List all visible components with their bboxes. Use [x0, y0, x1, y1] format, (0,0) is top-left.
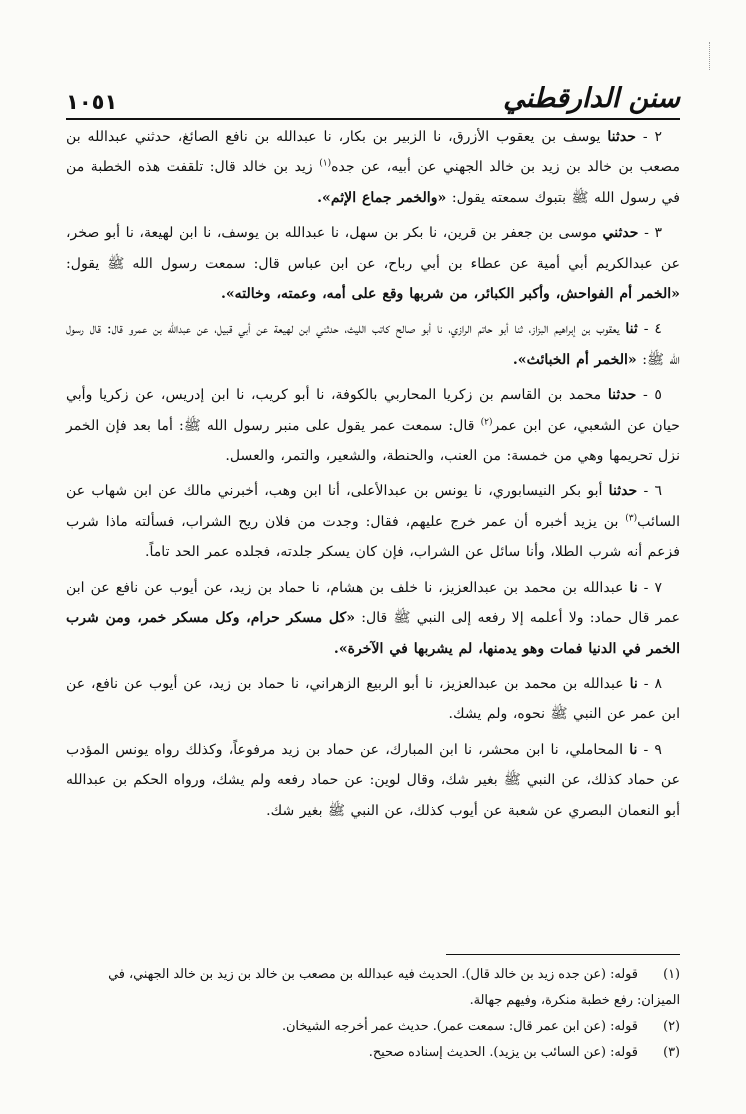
footnote-text: قوله: (عن السائب بن يزيد). الحديث إسناده صحيح.	[368, 1045, 638, 1060]
footnote-ref: (١)	[319, 158, 332, 169]
main-text	[66, 122, 680, 958]
hadith-text: عبدالله بن محمد بن عبدالعزيز، نا أبو الربيع الزهراني، نا حماد بن زيد، عن أيوب عن نافع، عن ابن عمر عن النبي ﷺ نحوه، ولم يشك.	[66, 675, 680, 723]
book-title: سنن الدارقطني	[503, 83, 680, 114]
hadith-quote: «كل مسكر حرام، وكل مسكر خمر، ومن شرب الخمر في الدنيا فمات وهو يدمنها، لم يشربها في الآخرة».	[66, 610, 680, 657]
hadith-quote: «الخمر أم الخبائث».	[512, 351, 637, 368]
hadith-4	[66, 314, 680, 375]
hadith-lead: حدثنا	[607, 129, 636, 145]
hadith-number: ٢ -	[642, 129, 663, 145]
hadith-number: ٩ -	[643, 741, 662, 758]
hadith-lead: نا	[629, 675, 638, 692]
hadith-7	[66, 573, 680, 664]
hadith-lead: نا	[629, 579, 638, 596]
hadith-text: قال: سمعت عمر يقول على منبر رسول الله ﷺ: أما بعد فإن الخمر نزل تحريمها وهي من خمسة: من العنب، والحنطة، والشعير، والتمر، والعسل.	[66, 417, 680, 465]
hadith-9	[66, 735, 680, 826]
hadith-text: زيد بن خالد قال: تلقفت هذه الخطبة من في رسول الله ﷺ بتبوك سمعته يقول:	[66, 159, 680, 206]
hadith-quote: «الخمر أم الفواحش، وأكبر الكبائر، من شربها وقع على أمه، وعمته، وخالته».	[220, 286, 680, 303]
footnotes	[66, 962, 680, 1066]
hadith-lead: حدثنا	[607, 387, 637, 404]
footnote-1	[66, 962, 680, 1014]
hadith-8	[66, 669, 680, 730]
hadith-number: ٧ -	[643, 579, 663, 596]
footnote-3	[66, 1040, 680, 1066]
page-number: ١٠٥١	[66, 90, 118, 114]
hadith-text: موسى بن جعفر بن قرين، نا بكر بن سهل، نا عبدالله بن يوسف، نا ابن لهيعة، نا أبو صخر، عن عبدالكريم أبي أمية عن عطاء بن أبي رباح، عن ابن عباس قال: سمعت رسول الله ﷺ يقول:	[66, 225, 680, 272]
hadith-text: أبو بكر النيسابوري، نا يونس بن عبدالأعلى، أنا ابن وهب، أخبرني مالك عن ابن شهاب عن السائب	[66, 483, 680, 530]
hadith-lead: نا	[629, 741, 638, 758]
footnote-ref: (٢)	[480, 416, 493, 427]
hadith-5	[66, 380, 680, 471]
header-rule	[66, 118, 680, 120]
page-header	[66, 80, 680, 114]
footnote-number: (٣)	[663, 1045, 680, 1060]
hadith-3	[66, 218, 680, 309]
footnote-text: قوله: (عن ابن عمر قال: سمعت عمر). حديث عمر أخرجه الشيخان.	[281, 1019, 638, 1034]
hadith-quote: «والخمر جماع الإثم».	[317, 189, 447, 206]
hadith-lead: حدثني	[602, 225, 639, 242]
hadith-text: محمد بن القاسم بن زكريا المحاربي بالكوفة، نا أبو كريب، نا ابن إدريس، عن زكريا وأبي حيان عن الشعبي، عن ابن عمر	[66, 387, 680, 434]
footnote-text: قوله: (عن جده زيد بن خالد قال). الحديث فيه عبدالله بن مصعب بن خالد بن زيد بن خالد الجهني، في الميزان: رفع خطبة منكرة، وفيهم جهالة.	[108, 967, 680, 1008]
footnote-rule	[446, 954, 680, 955]
hadith-number: ٣ -	[644, 225, 663, 242]
hadith-number: ٨ -	[643, 675, 663, 692]
footnote-ref: (٣)	[625, 513, 638, 524]
footnote-number: (٢)	[663, 1019, 680, 1034]
footnote-2	[66, 1014, 680, 1040]
hadith-2	[66, 122, 680, 213]
hadith-lead: حدثنا	[608, 483, 638, 500]
footnote-number: (١)	[663, 967, 680, 982]
hadith-number: ٥ -	[643, 387, 662, 404]
hadith-number: ٦ -	[643, 483, 663, 500]
hadith-text: يعقوب بن إبراهيم البزاز، ثنا أبو حاتم الرازي، نا أبو صالح كاتب الليث، حدثني ابن لهيعة عن أبي قبيل، عن عبدالله بن عمرو قال: قال رسول الله ﷺ:	[66, 321, 680, 368]
hadith-number: ٤ -	[643, 321, 662, 338]
hadith-text: يوسف بن يعقوب الأزرق، نا الزبير بن بكار، نا عبدالله بن نافع الصائغ، حدثني عبدالله بن مصعب بن خالد بن زيد بن خالد الجهني عن أبيه، عن جده	[66, 129, 681, 176]
hadith-text: بن يزيد أخبره أن عمر خرج عليهم، فقال: وجدت من فلان ريح الشراب، فسألته ماذا شرب فزعم أنه شرب الطلا، وأنا سائل عن الشراب، فإن كان يسكر جلدته، فجلده عمر الحد تاماً.	[66, 513, 680, 561]
hadith-lead: ثنا	[625, 321, 638, 338]
page-edge-dots	[703, 42, 710, 70]
hadith-text: المحاملي، نا ابن محشر، نا ابن المبارك، عن حماد بن زيد مرفوعاً، وكذلك رواه يونس المؤدب عن حماد كذلك، عن النبي ﷺ بغير شك، وقال لوين: عن حماد رفعه ولم يشك، ورواه الحكم بن عبدالله أبو النعمان البصري عن شعبة عن أيوب كذلك، عن النبي ﷺ بغير شك.	[66, 741, 680, 819]
hadith-6	[66, 476, 680, 567]
hadith-text: عبدالله بن محمد بن عبدالعزيز، نا خلف بن هشام، نا حماد بن زيد، عن أيوب عن نافع عن ابن عمر قال حماد: ولا أعلمه إلا رفعه إلى النبي ﷺ قال:	[66, 579, 680, 627]
